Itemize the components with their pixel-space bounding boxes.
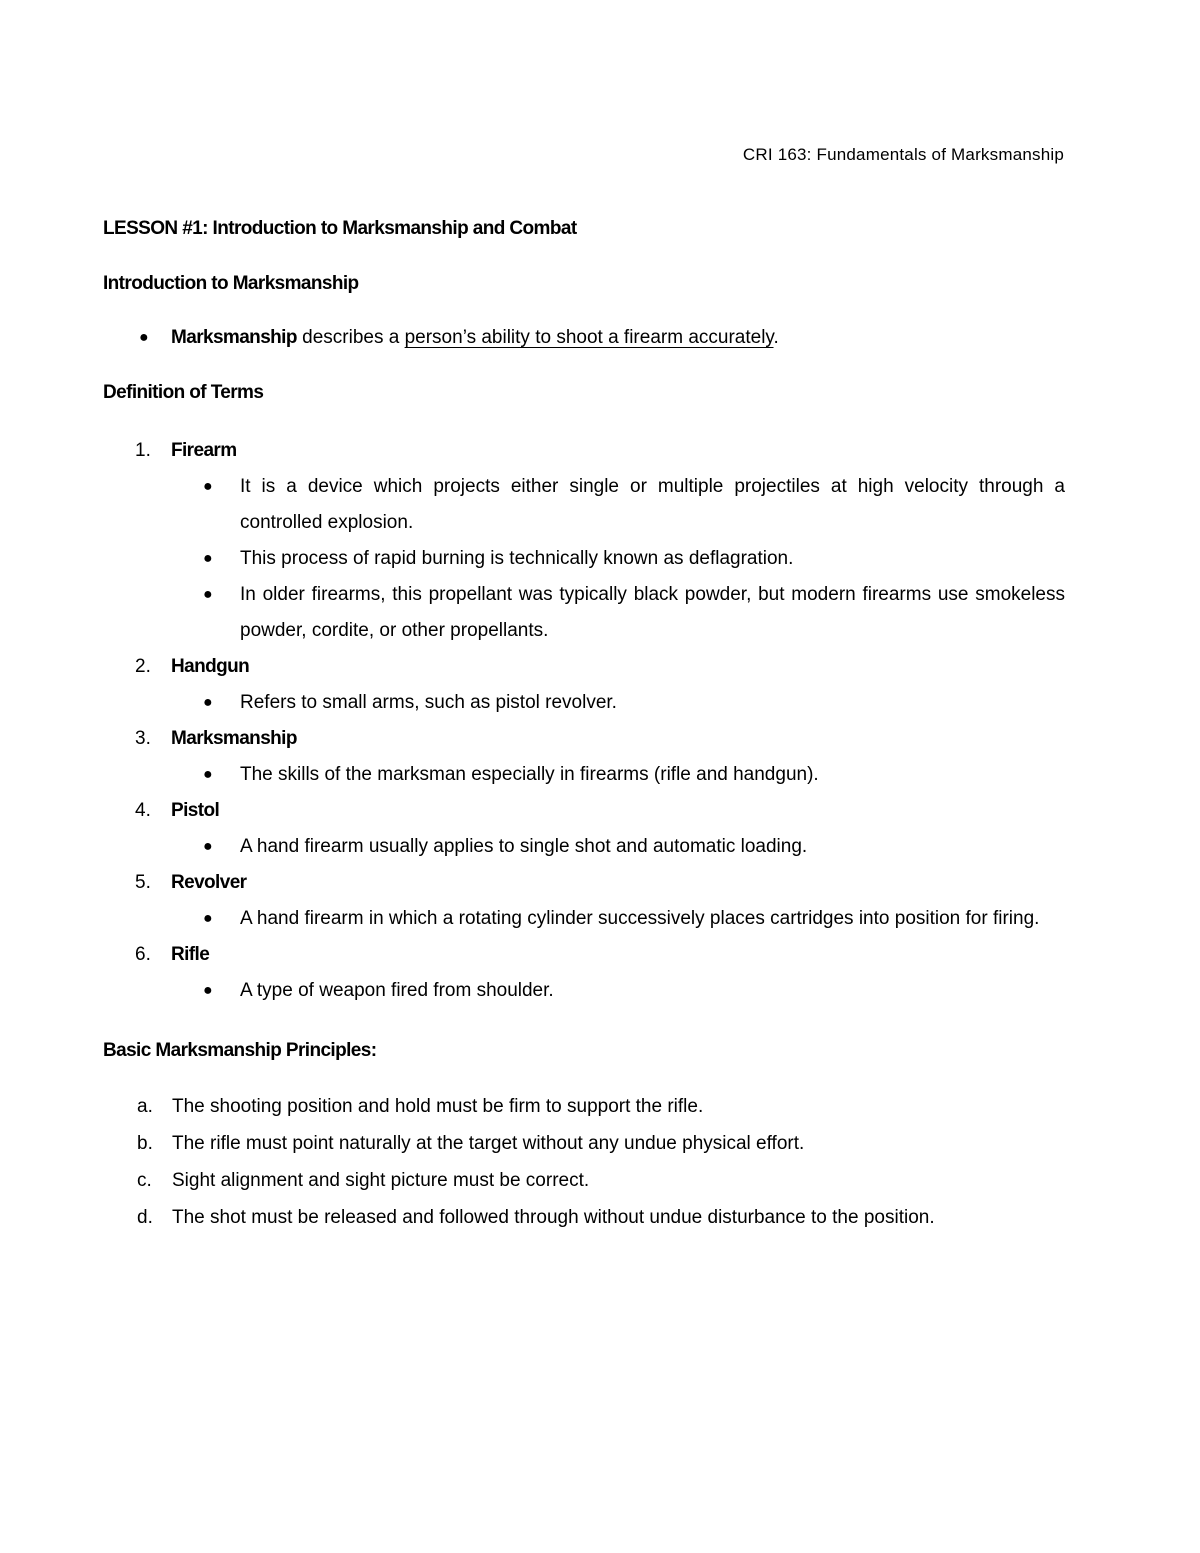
intro-text-before: describes a bbox=[296, 327, 405, 348]
term-item bbox=[103, 865, 1065, 937]
term-name: Rifle bbox=[171, 944, 210, 965]
term-point bbox=[103, 469, 1065, 541]
term-name: Revolver bbox=[171, 872, 247, 893]
principle-text: Sight alignment and sight picture must be correct. bbox=[172, 1170, 590, 1191]
term-item bbox=[103, 937, 1065, 1009]
term-points bbox=[103, 901, 1065, 937]
term-line bbox=[103, 793, 1065, 829]
principle-letter: d. bbox=[137, 1207, 153, 1228]
intro-list bbox=[103, 323, 1065, 353]
term-point bbox=[103, 541, 1065, 577]
bullet-icon: ● bbox=[203, 694, 213, 711]
term-item bbox=[103, 721, 1065, 793]
term-name: Firearm bbox=[171, 440, 237, 461]
term-line bbox=[103, 937, 1065, 973]
bullet-icon: ● bbox=[203, 586, 213, 603]
term-point bbox=[103, 973, 1065, 1009]
term-point bbox=[103, 901, 1065, 937]
term-item bbox=[103, 433, 1065, 649]
term-name: Pistol bbox=[171, 800, 220, 821]
term-point-text: Refers to small arms, such as pistol revolver. bbox=[240, 692, 617, 713]
intro-term: Marksmanship bbox=[171, 327, 297, 348]
principles-list bbox=[103, 1088, 1065, 1236]
term-number: 1. bbox=[135, 440, 151, 461]
principles-heading: Basic Marksmanship Principles: bbox=[103, 1040, 377, 1061]
term-points bbox=[103, 757, 1065, 793]
bullet-icon: ● bbox=[203, 550, 213, 567]
principle-letter: c. bbox=[137, 1170, 152, 1191]
principle-text: The rifle must point naturally at the target without any undue physical effort. bbox=[172, 1133, 805, 1154]
term-name: Marksmanship bbox=[171, 728, 297, 749]
document-body bbox=[103, 214, 1065, 1236]
term-number: 4. bbox=[135, 800, 151, 821]
principle-item bbox=[103, 1088, 1065, 1125]
principle-item bbox=[103, 1199, 1065, 1236]
term-point-text: A hand firearm in which a rotating cylinder successively places cartridges into position for firing. bbox=[240, 908, 1040, 929]
term-points bbox=[103, 829, 1065, 865]
bullet-icon: ● bbox=[203, 982, 213, 999]
running-header: CRI 163: Fundamentals of Marksmanship bbox=[742, 145, 1064, 164]
principle-item bbox=[103, 1125, 1065, 1162]
intro-bullet-item bbox=[103, 323, 1065, 353]
lesson-title: LESSON #1: Introduction to Marksmanship and Combat bbox=[103, 218, 577, 239]
term-point bbox=[103, 577, 1065, 649]
term-line bbox=[103, 865, 1065, 901]
term-number: 2. bbox=[135, 656, 151, 677]
intro-text-after: . bbox=[773, 327, 779, 348]
intro-underlined-text: person’s ability to shoot a firearm accurately bbox=[404, 327, 774, 348]
term-points bbox=[103, 973, 1065, 1009]
term-number: 5. bbox=[135, 872, 151, 893]
term-point-text: The skills of the marksman especially in firearms (rifle and handgun). bbox=[240, 764, 819, 785]
principle-item bbox=[103, 1162, 1065, 1199]
bullet-icon: ● bbox=[203, 766, 213, 783]
term-points bbox=[103, 685, 1065, 721]
term-name: Handgun bbox=[171, 656, 250, 677]
terms-list bbox=[103, 433, 1065, 1009]
term-line bbox=[103, 433, 1065, 469]
term-number: 6. bbox=[135, 944, 151, 965]
principle-text: The shot must be released and followed through without undue disturbance to the position. bbox=[172, 1207, 935, 1228]
term-line bbox=[103, 721, 1065, 757]
definitions-heading: Definition of Terms bbox=[103, 382, 264, 403]
term-point bbox=[103, 685, 1065, 721]
term-point-text: It is a device which projects either single or multiple projectiles at high velocity through a controlled explosion. bbox=[240, 476, 1065, 533]
bullet-icon: ● bbox=[203, 910, 213, 927]
term-point-text: A type of weapon fired from shoulder. bbox=[240, 980, 554, 1001]
term-point bbox=[103, 829, 1065, 865]
bullet-icon: ● bbox=[139, 329, 149, 346]
term-item bbox=[103, 649, 1065, 721]
bullet-icon: ● bbox=[203, 838, 213, 855]
term-number: 3. bbox=[135, 728, 151, 749]
term-item bbox=[103, 793, 1065, 865]
principle-letter: a. bbox=[137, 1096, 153, 1117]
term-point bbox=[103, 757, 1065, 793]
term-line bbox=[103, 649, 1065, 685]
bullet-icon: ● bbox=[203, 478, 213, 495]
principle-text: The shooting position and hold must be firm to support the rifle. bbox=[172, 1096, 704, 1117]
term-point-text: In older firearms, this propellant was typically black powder, but modern firearms use smokeless powder, cordite, or other propellants. bbox=[240, 584, 1065, 641]
term-point-text: This process of rapid burning is technically known as deflagration. bbox=[240, 548, 794, 569]
term-point-text: A hand firearm usually applies to single shot and automatic loading. bbox=[240, 836, 808, 857]
intro-heading: Introduction to Marksmanship bbox=[103, 273, 359, 294]
principle-letter: b. bbox=[137, 1133, 153, 1154]
term-points bbox=[103, 469, 1065, 649]
